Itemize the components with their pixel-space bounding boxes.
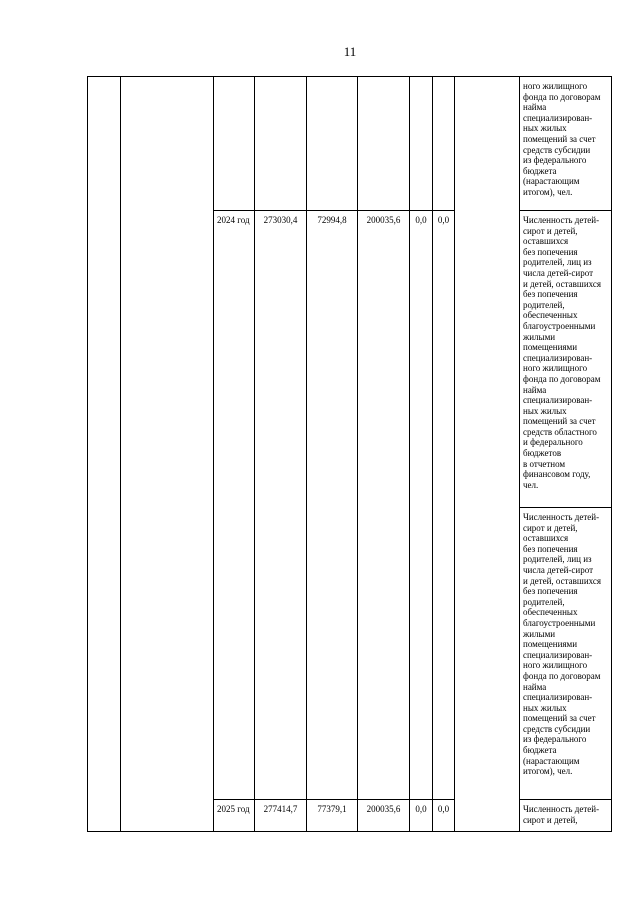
indicator-line: фонда по договорам: [523, 91, 601, 102]
indicator-line: родителей,: [523, 299, 565, 310]
indicator-line: найма: [523, 384, 547, 395]
indicator-line: специализирован-: [523, 649, 593, 660]
indicator-line: найма: [523, 102, 547, 113]
indicator-line: и детей, оставшихся: [523, 278, 602, 289]
indicator-line: без попечения: [523, 246, 578, 257]
indicator-line: оставшихся: [523, 533, 569, 544]
federal-cell: 200035,6: [358, 211, 410, 800]
indicator-line: числа детей-сирот: [523, 564, 594, 575]
regional-cell: 72994,8: [307, 211, 358, 800]
indicator-line: сирот и детей,: [523, 225, 578, 236]
indicator-line: фонда по договорам: [523, 373, 601, 384]
indicator-line: родителей, лиц из: [523, 554, 592, 565]
other-cell: 0,0: [433, 800, 455, 832]
page-number: 11: [343, 44, 357, 59]
indicator-line: специализирован-: [523, 395, 593, 406]
indicator-line: итогом), чел.: [523, 186, 573, 197]
indicator-line: числа детей-сирот: [523, 267, 594, 278]
indicator-line: обеспеченных: [523, 607, 578, 618]
indicator-line: и детей, оставшихся: [523, 575, 602, 586]
indicator-cell: [520, 800, 612, 832]
indicator-line: средств областного: [523, 426, 597, 437]
indicator-line: помещениями: [523, 639, 578, 650]
indicator-line: помещениями: [523, 342, 578, 353]
cell-federal: [358, 77, 410, 211]
indicator-line: найма: [523, 681, 547, 692]
indicator-line: ных жилых: [523, 702, 567, 713]
indicator-line: из федерального: [523, 734, 587, 745]
indicator-line: финансовом году,: [523, 469, 591, 480]
year-cell: 2025 год: [214, 800, 255, 832]
indicator-line: сирот и детей,: [523, 814, 578, 825]
cell-other: [433, 77, 455, 211]
indicator-line: без попечения: [523, 586, 578, 597]
year-cell: 2024 год: [214, 211, 255, 800]
indicator-line: из федерального: [523, 155, 587, 166]
cell-local: [410, 77, 433, 211]
indicator-line: ного жилищного: [523, 81, 588, 91]
cell-executor: [455, 77, 520, 832]
indicator-line: обеспеченных: [523, 310, 578, 321]
indicator-line: помещений за счет: [523, 133, 596, 144]
indicator-line: без попечения: [523, 289, 578, 300]
indicator-line: жилыми: [523, 331, 556, 342]
indicator-line: чел.: [523, 479, 539, 490]
indicator-line: фонда по договорам: [523, 670, 601, 681]
budget-table: [87, 76, 612, 832]
indicator-line: ных жилых: [523, 405, 567, 416]
indicator-line: специализирован-: [523, 692, 593, 703]
indicator-line: Численность детей-: [523, 215, 600, 225]
indicator-line: родителей,: [523, 596, 565, 607]
indicator-line: средств субсидии: [523, 144, 591, 155]
indicator-line: благоустроенными: [523, 320, 596, 331]
cell-total: [255, 77, 307, 211]
table-row-continuation: [88, 77, 612, 211]
indicator-line: бюджетов: [523, 448, 562, 459]
indicator-line: помещений за счет: [523, 713, 596, 724]
cell-year: [214, 77, 255, 211]
federal-cell: 200035,6: [358, 800, 410, 832]
indicator-line: специализирован-: [523, 352, 593, 363]
indicator-cell: [520, 508, 612, 800]
local-cell: 0,0: [410, 211, 433, 800]
indicator-line: средств субсидии: [523, 723, 591, 734]
indicator-line: без попечения: [523, 543, 578, 554]
total-cell: 277414,7: [255, 800, 307, 832]
indicator-cell: [520, 77, 612, 211]
indicator-cell: [520, 211, 612, 508]
indicator-line: итогом), чел.: [523, 766, 573, 777]
indicator-line: жилыми: [523, 628, 556, 639]
indicator-line: ных жилых: [523, 123, 567, 134]
indicator-line: сирот и детей,: [523, 522, 578, 533]
local-cell: 0,0: [410, 800, 433, 832]
other-cell: 0,0: [433, 211, 455, 800]
indicator-line: специализирован-: [523, 112, 593, 123]
indicator-line: благоустроенными: [523, 617, 596, 628]
indicator-line: в отчетном: [523, 458, 566, 469]
indicator-line: бюджета: [523, 745, 557, 756]
total-cell: 273030,4: [255, 211, 307, 800]
indicator-line: Численность детей-: [523, 512, 600, 522]
indicator-line: Численность детей-: [523, 804, 600, 814]
indicator-line: ного жилищного: [523, 363, 588, 374]
indicator-line: оставшихся: [523, 236, 569, 247]
cell-regional: [307, 77, 358, 211]
indicator-line: и федерального: [523, 437, 583, 448]
cell-name: [121, 77, 214, 832]
cell-number: [88, 77, 121, 832]
indicator-line: помещений за счет: [523, 416, 596, 427]
regional-cell: 77379,1: [307, 800, 358, 832]
indicator-line: (нарастающим: [523, 176, 580, 187]
indicator-line: (нарастающим: [523, 755, 580, 766]
indicator-line: родителей, лиц из: [523, 257, 592, 268]
indicator-line: бюджета: [523, 165, 557, 176]
indicator-line: ного жилищного: [523, 660, 588, 671]
